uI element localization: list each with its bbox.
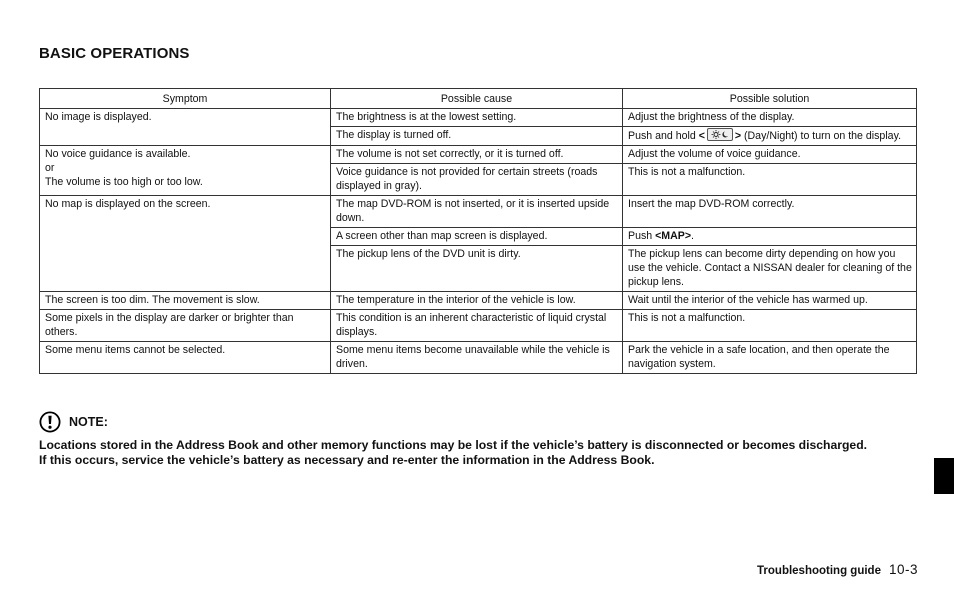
table-row [40,146,917,164]
symptom-text: The volume is too high or too low. [45,176,203,188]
symptom-cell [40,109,331,146]
solution-cell [623,228,917,246]
table-header-row [40,89,917,109]
symptom-cell [40,196,331,292]
page-footer [757,562,918,577]
symptom-cell [40,146,331,196]
solution-cell [623,127,917,146]
cause-cell: The map DVD-ROM is not inserted, or it is inserted upside down. [331,196,623,228]
cause-cell: The display is turned off. [331,127,623,146]
solution-text: Push and hold [628,130,699,142]
solution-cell: This is not a malfunction. [623,164,917,196]
solution-cell: This is not a malfunction. [623,310,917,342]
header-possible-cause: Possible cause [331,89,623,109]
header-symptom: Symptom [40,89,331,109]
table-row [40,342,917,374]
warning-icon [39,411,61,433]
key-bracket-open: < [698,130,705,142]
solution-text: (Day/Night) to turn on the display. [741,130,902,142]
cause-cell: This condition is an inherent characteristic of liquid crystal displays. [331,310,623,342]
symptom-cell: Some menu items cannot be selected. [40,342,331,374]
note-paragraph: Locations stored in the Address Book and other memory functions may be lost if the vehicle’s battery is disconnected or becomes discharged. [39,438,868,452]
symptom-text: No image is displayed. [45,111,152,123]
map-key-label: <MAP> [655,230,692,242]
note-body [39,438,917,468]
table-row [40,292,917,310]
section-title: BASIC OPERATIONS [39,45,190,62]
note-section [39,411,917,468]
page-number: 10-3 [888,562,918,577]
cause-cell: The temperature in the interior of the vehicle is low. [331,292,623,310]
solution-cell: Adjust the volume of voice guidance. [623,146,917,164]
cause-cell: Voice guidance is not provided for certain streets (roads displayed in gray). [331,164,623,196]
key-bracket-close: > [734,130,742,142]
solution-cell: Wait until the interior of the vehicle has warmed up. [623,292,917,310]
note-header [39,411,917,433]
header-possible-solution: Possible solution [623,89,917,109]
cause-cell: Some menu items become unavailable while the vehicle is driven. [331,342,623,374]
symptom-text: No map is displayed on the screen. [45,198,211,210]
table-row [40,109,917,127]
footer-chapter-title: Troubleshooting guide [757,565,881,577]
note-title: NOTE: [69,415,108,429]
troubleshooting-table [39,88,917,374]
symptom-text: or [45,162,55,174]
day-night-icon [707,128,733,141]
symptom-text: No voice guidance is available. [45,148,191,160]
solution-cell: Adjust the brightness of the display. [623,109,917,127]
cause-cell: The pickup lens of the DVD unit is dirty. [331,246,623,292]
solution-cell: Insert the map DVD-ROM correctly. [623,196,917,228]
solution-text: Push [628,230,656,242]
chapter-tab-marker [934,458,954,494]
symptom-cell: Some pixels in the display are darker or brighter than others. [40,310,331,342]
symptom-cell: The screen is too dim. The movement is slow. [40,292,331,310]
cause-cell: A screen other than map screen is displayed. [331,228,623,246]
solution-text: . [691,230,694,242]
table-row [40,310,917,342]
cause-cell: The brightness is at the lowest setting. [331,109,623,127]
table-row [40,196,917,228]
note-paragraph: If this occurs, service the vehicle’s battery as necessary and re-enter the information in the Address Book. [39,453,655,467]
solution-cell: The pickup lens can become dirty depending on how you use the vehicle. Contact a NISSAN dealer for cleaning of the pickup lens. [623,246,917,292]
solution-cell: Park the vehicle in a safe location, and then operate the navigation system. [623,342,917,374]
cause-cell: The volume is not set correctly, or it is turned off. [331,146,623,164]
